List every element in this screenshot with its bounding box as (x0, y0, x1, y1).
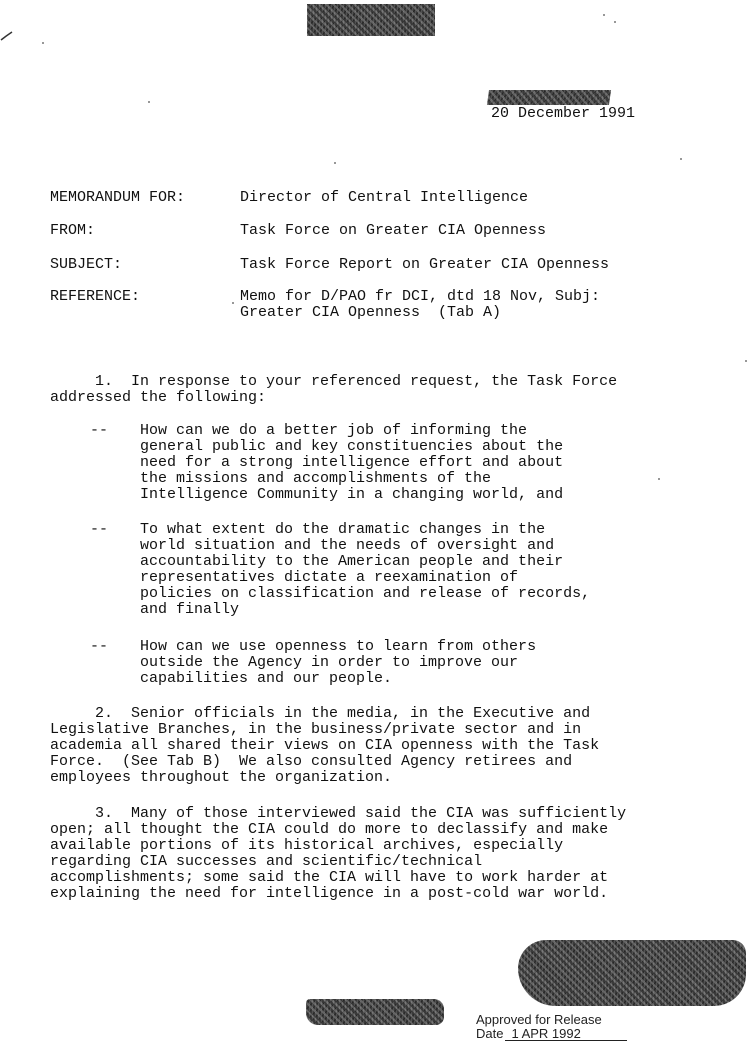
from-value: Task Force on Greater CIA Openness (240, 222, 547, 239)
subject-label: SUBJECT: (50, 256, 123, 273)
redaction-date (487, 90, 611, 105)
redaction-bottom-right (518, 940, 746, 1006)
scan-speck (148, 101, 150, 103)
redaction-top (307, 4, 435, 36)
release-stamp-date-label: Date (476, 1026, 504, 1041)
bullet-dash: -- (90, 638, 109, 655)
scan-speck (614, 21, 616, 23)
scan-speck (745, 360, 747, 362)
scan-speck (658, 478, 660, 480)
paragraph-1: 1. In response to your referenced request, the Task Force addressed the following: (50, 373, 618, 406)
scan-mark-left (0, 30, 14, 42)
release-stamp-date-row (476, 1027, 627, 1041)
subject-value: Task Force Report on Greater CIA Openness (240, 256, 610, 273)
from-label: FROM: (50, 222, 96, 239)
bullet-2: To what extent do the dramatic changes in the world situation and the needs of oversight and accountability to the American people and their representatives dictate a reexamination of policies on classification and release of records, and finally (140, 521, 591, 618)
reference-value: Memo for D/PAO fr DCI, dtd 18 Nov, Subj: Greater CIA Openness (Tab A) (240, 288, 601, 321)
bullet-3: How can we use openness to learn from others outside the Agency in order to improve our capabilities and our people. (140, 638, 537, 687)
release-stamp (476, 1013, 627, 1041)
memorandum-for-label: MEMORANDUM FOR: (50, 189, 186, 206)
paragraph-3: 3. Many of those interviewed said the CIA was sufficiently open; all thought the CIA could do more to declassify and make available portions of its historical archives, especially regarding CIA successes and scientific/technical accomplishments; some said the CIA will have to work harder at explaining the need for intelligence in a post-cold war world. (50, 805, 627, 902)
scan-speck (334, 162, 336, 164)
memo-date: 20 December 1991 (491, 105, 636, 122)
release-stamp-label: Approved for Release (476, 1012, 602, 1027)
bullet-dash: -- (90, 422, 109, 439)
release-stamp-date-value: 1 APR 1992 (505, 1028, 627, 1041)
scan-speck (42, 42, 44, 44)
redaction-bottom-center (306, 999, 444, 1025)
scan-speck (603, 14, 605, 16)
reference-label: REFERENCE: (50, 288, 141, 305)
memorandum-for-value: Director of Central Intelligence (240, 189, 529, 206)
bullet-dash: -- (90, 521, 109, 538)
scan-speck (232, 302, 234, 304)
bullet-1: How can we do a better job of informing the general public and key constituencies about the need for a strong intelligence effort and about the missions and accomplishments of the Intelligence Community in a changing world, and (140, 422, 564, 503)
scan-speck (680, 158, 682, 160)
paragraph-2: 2. Senior officials in the media, in the Executive and Legislative Branches, in the business/private sector and in academia all shared their views on CIA openness with the Task Force. (See Tab B) We also consulted Agency retirees and employees throughout the organization. (50, 705, 600, 786)
